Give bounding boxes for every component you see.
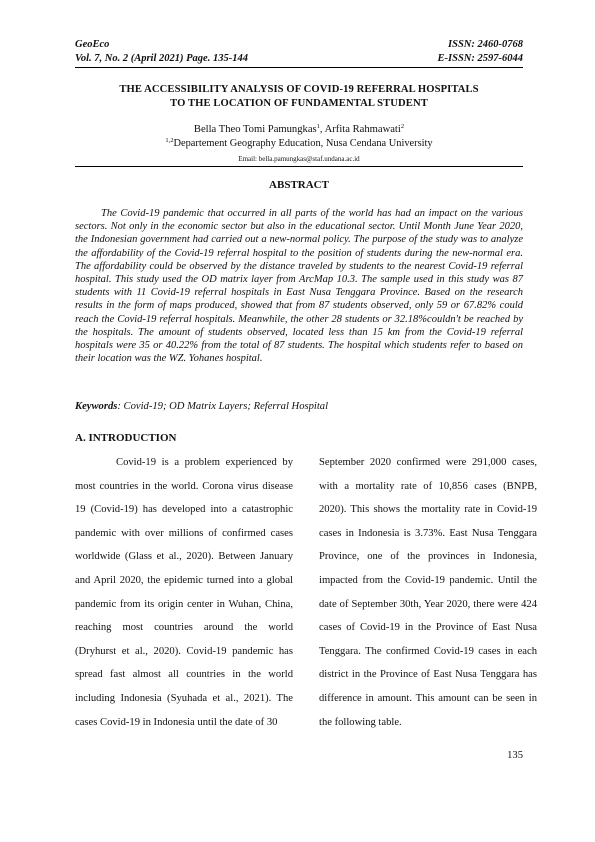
- title-line-2: TO THE LOCATION OF FUNDAMENTAL STUDENT: [170, 98, 428, 109]
- section-heading: A. INTRODUCTION: [75, 432, 177, 444]
- author-email: Email: bella.pamungkas@staf.undana.ac.id: [238, 155, 360, 163]
- affiliation: [75, 138, 523, 149]
- page-number: 135: [507, 750, 523, 761]
- issn: ISSN: 2460-0768: [448, 39, 523, 50]
- paper-title: [75, 83, 523, 111]
- affiliation-mark: 1,2: [165, 137, 174, 144]
- keywords-text: : Covid-19; OD Matrix Layers; Referral Hospital: [117, 401, 329, 412]
- intro-column-right: September 2020 confirmed were 291,000 cases, with a mortality rate of 10,856 cases (BNPB, 2020). This shows the mortality rate in Covid-19 cases in Indonesia is 3.73%. East Nusa Tenggara Province, one of the provinces in Indonesia, impacted from the Covid-19 pandemic. Until the date of September 30th, Year 2020, there were 424 cases of Covid-19 in the Province of East Nusa Tenggara. The confirmed Covid-19 cases in each district in the Province of East Nusa Tenggara has difference in amount. This amount can be seen in the following table.: [319, 457, 537, 728]
- author-rule: [75, 166, 523, 167]
- affiliation-text: Departement Geography Education, Nusa Cendana University: [173, 138, 433, 149]
- author-2: Arfita Rahmawati: [324, 124, 401, 135]
- eissn: E-ISSN: 2597-6044: [437, 53, 523, 64]
- author-separator: ,: [319, 124, 325, 135]
- abstract-heading: ABSTRACT: [269, 179, 329, 191]
- intro-column-left: Covid-19 is a problem experienced by most countries in the world. Corona virus disease 19 (Covid-19) has developed into a catastrophic pandemic with over millions of confirmed cases worldwide (Glass et al., 2020). Between January and April 2020, the epidemic turned into a global pandemic from its origin center in Wuhan, China, reaching most countries around the world (Dryhurst et al., 2020). Covid-19 pandemic has spread fast almost all countries in the world including Indonesia (Syuhada et al., 2021). The cases Covid-19 in Indonesia until the date of 30: [75, 457, 293, 728]
- author-2-affil-mark: 2: [400, 123, 405, 130]
- journal-name: GeoEco: [75, 39, 110, 50]
- keywords-line: [75, 401, 523, 412]
- author-1-affil-mark: 1: [316, 123, 320, 130]
- author-1: Bella Theo Tomi Pamungkas: [193, 124, 317, 135]
- author-list: [75, 124, 523, 135]
- title-line-1: THE ACCESSIBILITY ANALYSIS OF COVID-19 REFERRAL HOSPITALS: [119, 84, 479, 95]
- header-rule: [75, 67, 523, 68]
- abstract-text: The Covid-19 pandemic that occurred in all parts of the world has had an impact on the various sectors. Not only in the economic sector but also in the educational sector. Until Month June Year 2020, the Indonesian government had carried out a new-normal policy. The purpose of the study was to analyze the affordability of the Covid-19 referral hospital to the position of students during the new-normal era. The affordability could be observed by the distance traveled by students to the nearest Covid-19 referral hospital. This study used the OD matrix layer from ArcMap 10.3. The sample used in this study was 87 students with 11 Covid-19 referral hospitals in East Nusa Tenggara Province. Based on the research results in the form of maps produced, showed that from 87 students observed, only 59 or 67.82% could reach the Covid-19 referral hospitals. Meanwhile, the other 28 students or 32.18%couldn't be reached by the hospitals. The amount of students observed, located less than 15 km from the Covid-19 referral hospitals were 35 or 40.22% from the total of 87 students. The hospital which students refer to based on their location was the WZ. Yohanes hospital.: [75, 208, 523, 365]
- journal-issue: Vol. 7, No. 2 (April 2021) Page. 135-144: [75, 53, 248, 64]
- keywords-label: Keywords: [75, 401, 118, 412]
